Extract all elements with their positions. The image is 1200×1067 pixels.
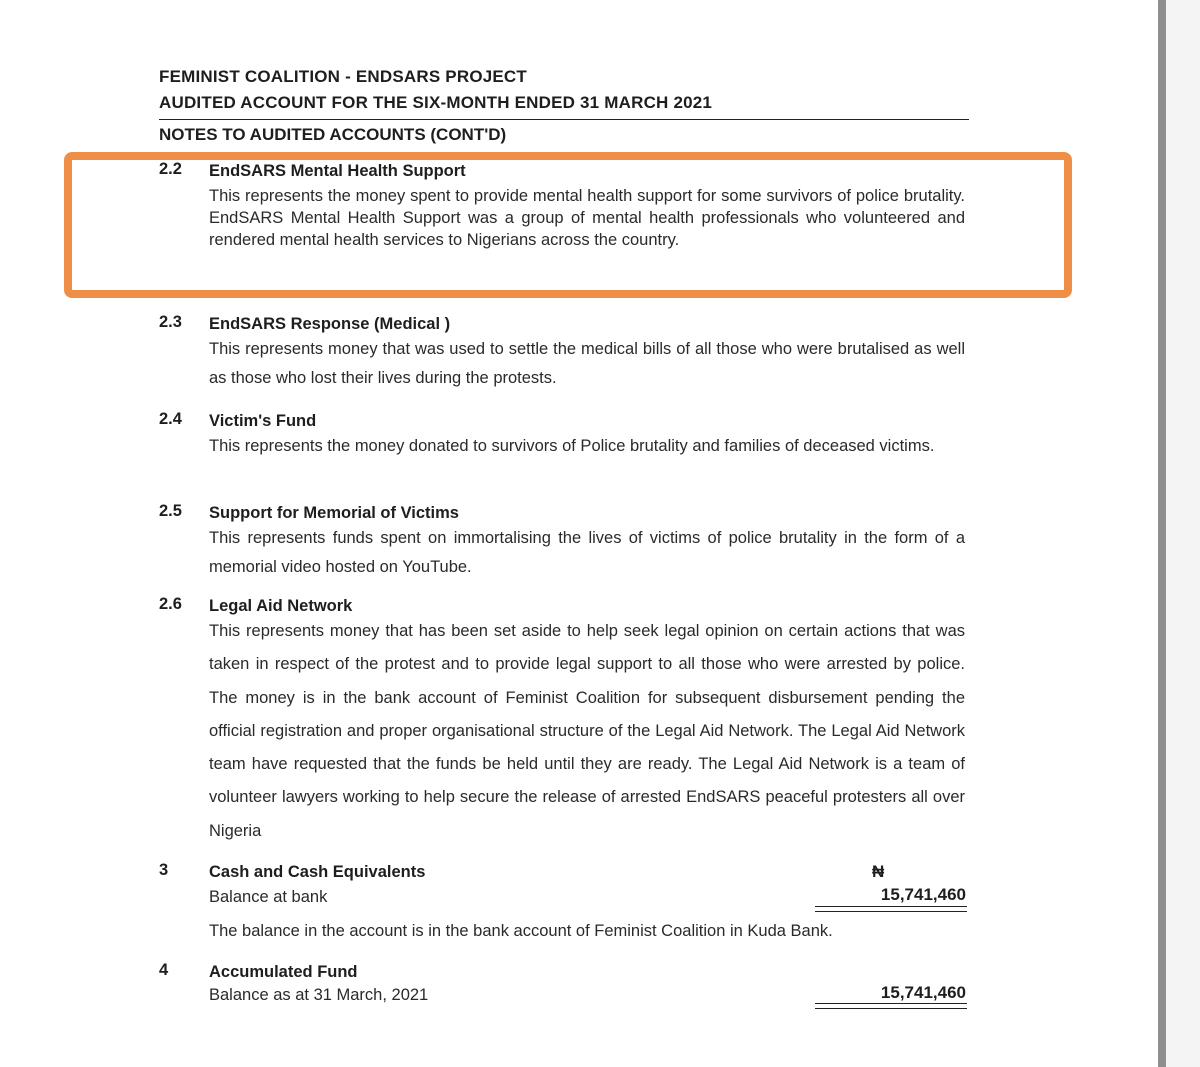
note-body: This represents the money donated to survivors of Police brutality and families of deceased victims. (209, 437, 935, 455)
note-body: This represents the money spent to provide mental health support for some survivors of police brutality. EndSARS Mental Health Support was a group of mental health professionals who volunteered and rendered mental health services to Nigerians across the country. (209, 187, 965, 249)
note-number: 2.4 (159, 410, 182, 428)
note-title: Support for Memorial of Victims (209, 504, 459, 522)
double-underline (815, 1003, 967, 1009)
note-title: Accumulated Fund (209, 963, 358, 981)
note-title: Cash and Cash Equivalents (209, 863, 426, 881)
note-title: Legal Aid Network (209, 597, 353, 615)
notes-heading: NOTES TO AUDITED ACCOUNTS (CONT'D) (159, 125, 507, 144)
naira-symbol: ₦ (872, 862, 885, 881)
page-margin (1166, 0, 1200, 1067)
header-title: FEMINIST COALITION - ENDSARS PROJECT (159, 67, 527, 86)
note-number: 2.5 (159, 502, 182, 520)
balance-label: Balance at bank (209, 888, 328, 906)
note-number: 2.3 (159, 313, 182, 331)
note-body: This represents money that has been set aside to help seek legal opinion on certain actions that was taken in respect of the protest and to provide legal support to all those who were arrested by police. The money is in the bank account of Feminist Coalition for subsequent disbursement pending the official registration and proper organisational structure of the Legal Aid Network. The Legal Aid Network team have requested that the funds be held until they are ready. The Legal Aid Network is a team of volunteer lawyers working to help secure the release of arrested EndSARS peaceful protesters all over Nigeria (209, 622, 965, 840)
note-2-4 (159, 410, 965, 457)
note-number: 4 (159, 961, 169, 979)
note-body: This represents funds spent on immortalising the lives of victims of police brutality in the form of a memorial video hosted on YouTube. (209, 529, 965, 576)
note-title: Victim's Fund (209, 412, 317, 430)
highlight-box (64, 152, 1072, 298)
balance-label: Balance as at 31 March, 2021 (209, 986, 429, 1004)
note-title: EndSARS Response (Medical ) (209, 315, 451, 333)
note-body: This represents money that was used to settle the medical bills of all those who were brutalised as well as those who lost their lives during the protests. (209, 340, 965, 387)
document-header (159, 64, 969, 146)
note-number: 3 (159, 861, 169, 879)
double-underline (815, 906, 967, 912)
header-subtitle: AUDITED ACCOUNT FOR THE SIX-MONTH ENDED 31 MARCH 2021 (159, 93, 713, 112)
note-title: EndSARS Mental Health Support (209, 162, 466, 180)
note-number: 2.6 (159, 595, 182, 613)
note-2-6 (159, 595, 965, 848)
note-body: The balance in the account is in the bank account of Feminist Coalition in Kuda Bank. (209, 922, 833, 940)
cash-balance-amount: 15,741,460 (880, 885, 966, 904)
note-2-3 (159, 313, 965, 393)
note-number: 2.2 (159, 160, 182, 178)
note-2-5 (159, 502, 965, 582)
accumulated-fund-amount: 15,741,460 (880, 983, 966, 1002)
page-edge (1158, 0, 1166, 1067)
